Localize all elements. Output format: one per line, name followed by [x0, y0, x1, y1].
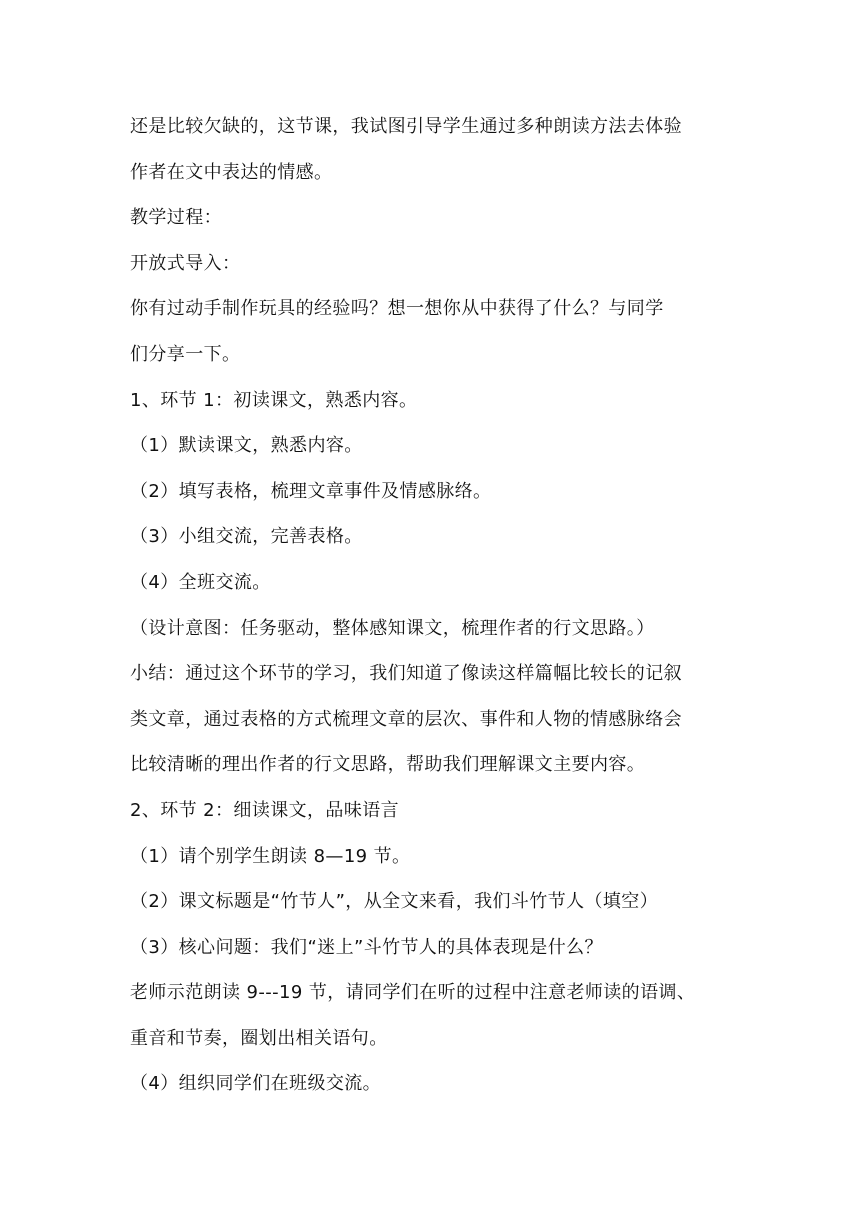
list-item: （4）全班交流。 — [130, 571, 271, 593]
summary-line: 小结：通过这个环节的学习，我们知道了像读这样篇幅比较长的记叙 — [130, 663, 682, 685]
list-item: （1）默读课文，熟悉内容。 — [130, 435, 363, 457]
section-heading: 教学过程： — [130, 207, 222, 229]
paragraph-line: 老师示范朗读 9---19 节，请同学们在听的过程中注意老师读的语调、 — [130, 982, 696, 1004]
list-item: （3）小组交流，完善表格。 — [130, 526, 363, 548]
paragraph-line: 作者在文中表达的情感。 — [130, 161, 333, 183]
paragraph-line: 重音和节奏，圈划出相关语句。 — [130, 1027, 388, 1049]
paragraph-line: 还是比较欠缺的，这节课，我试图引导学生通过多种朗读方法去体验 — [130, 116, 682, 137]
step-heading: 2、环节 2：细读课文，品味语言 — [130, 799, 400, 821]
paragraph-line: 们分享一下。 — [130, 343, 241, 365]
design-intent-note: （设计意图：任务驱动，整体感知课文，梳理作者的行文思路。） — [130, 617, 655, 639]
paragraph-line: 你有过动手制作玩具的经验吗？想一想你从中获得了什么？与同学 — [130, 298, 664, 320]
summary-line: 类文章，通过表格的方式梳理文章的层次、事件和人物的情感脉络会 — [130, 708, 682, 730]
list-item: （4）组织同学们在班级交流。 — [130, 1073, 382, 1095]
list-item: （2）课文标题是“竹节人”，从全文来看，我们斗竹节人（填空） — [130, 891, 659, 913]
step-heading: 1、环节 1：初读课文，熟悉内容。 — [130, 389, 418, 411]
document-body — [130, 104, 740, 1107]
list-item: （1）请个别学生朗读 8—19 节。 — [130, 845, 411, 867]
list-item: （2）填写表格，梳理文章事件及情感脉络。 — [130, 480, 492, 502]
summary-line: 比较清晰的理出作者的行文思路，帮助我们理解课文主要内容。 — [130, 754, 646, 776]
list-item: （3）核心问题：我们“迷上”斗竹节人的具体表现是什么？ — [130, 936, 603, 958]
section-heading: 开放式导入： — [130, 252, 241, 274]
